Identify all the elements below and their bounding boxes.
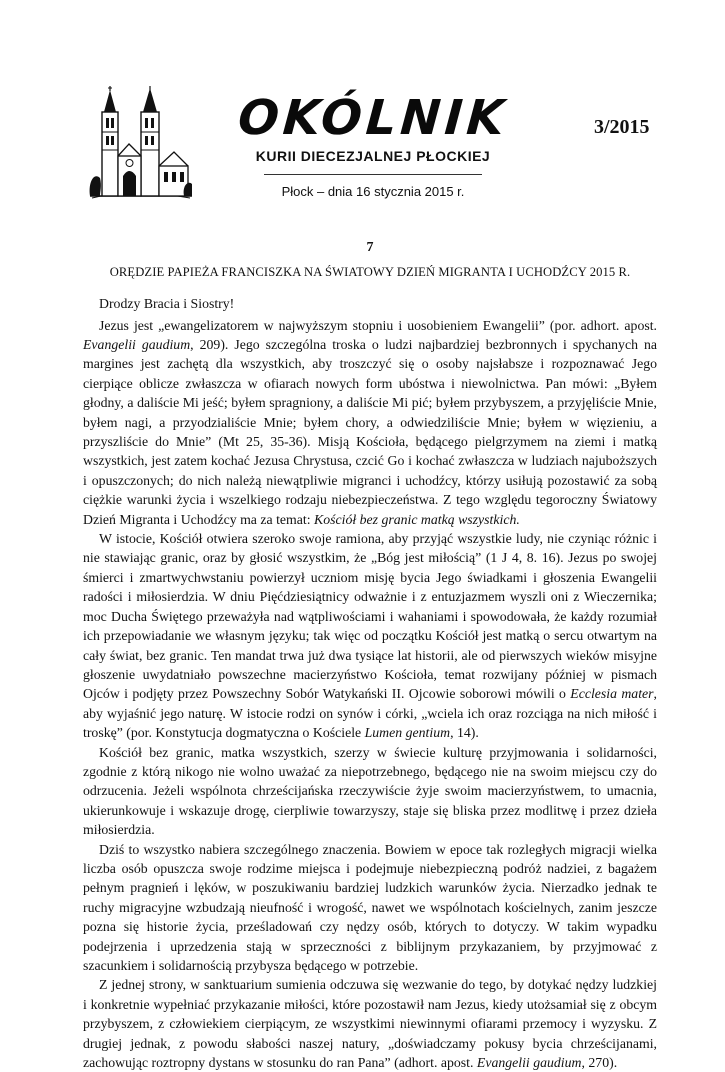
publication-date: Płock – dnia 16 stycznia 2015 r. — [281, 184, 465, 199]
paragraph-text: Dziś to wszystko nabiera szczególnego znaczenia. Bowiem w epoce tak rozległych migracji wielka liczba osób opuszcza swoje rodzime miejsca i podejmuje niebezpieczną podróż nadziei, z bagażem pełnym pragnień i lęków, w poszukiwaniu bardziej ludzkich warunków życia. Nierzadko jednak te ruchy migracyjne wzbudzają nieufność i wrogość, nawet we wspólnotach kościelnych, zanim jeszcze pozna się historie życia, prześladowań czy nędzy osób, których to dotyczy. W takim wypadku podejrzenia i uprzedzenia stają w sprzeczności z biblijnym przykazaniem, by przyjmować z szacunkiem i solidarnością przybysza będącego w potrzebie. — [83, 841, 657, 973]
article — [83, 240, 657, 1072]
paragraph — [83, 840, 657, 976]
paragraph-text: Kościół bez granic, matka wszystkich, szerzy w świecie kulturę przyjmowania i solidarności, zgodnie z którą nikogo nie wolno uważać za niepotrzebnego, będącego nie na swoim miejscu czy do odrzucenia. Jeżeli wspólnota chrześcijańska rzeczywiście żyje swoim macierzyństwem, to umacnia, ukierunkowuje i wskazuje drogę, cierpliwie towarzyszy, staje się bliska przez modlitwę i przez dzieła miłosierdzia. — [83, 744, 657, 838]
masthead — [238, 92, 508, 199]
document-number: 7 — [366, 240, 374, 255]
article-body — [83, 316, 657, 1072]
greeting: Drodzy Bracia i Siostry! — [99, 296, 235, 311]
paragraph-text: Jezus jest „ewangelizatorem w najwyższym stopniu i uosobieniem Ewangelii” (por. adhort. apost. — [99, 317, 657, 333]
italic-text: Evangelii gaudium — [83, 337, 191, 352]
italic-text: Evangelii gaudium — [476, 1055, 582, 1071]
italic-text: Lumen gentium — [364, 725, 451, 741]
paragraph — [83, 743, 657, 840]
paragraph-text: W istocie, Kościół otwiera szeroko swoje ramiona, aby przyjąć wszystkie ludy, nie czyniąc różnic i nie stawiając granic, oraz by głosić wszystkim, że „Bóg jest miłością” (1 J 4, 8. 16). Jezus po swojej śmierci i zmartwychwstaniu powierzył uczniom misję bycia Jego świadkami i głoszenia Ewangelii radości i miłosierdzia. W dniu Pięćdziesiątnicy odważnie i z entuzjazmem wyszli oni z Wieczernika; moc Ducha Świętego przeważyła nad wątpliwościami i wahaniami i spowodowała, że każdy rozumiał ich przepowiadanie we własnym języku; tak więc od początku Kościół jest matką o sercu otwartym na cały świat, bez granic. Ten mandat trwa już dwa tysiące lat historii, ale od pierwszych wieków misyjne głoszenie uwydatniało powszechne macierzyństwo Kościoła, temat rozwijany później w pismach Ojców i podjęty przez Powszechny Sobór Watykański II. Ojcowie soborowi mówili o — [83, 531, 657, 702]
publication-subtitle: KURII DIECEZJALNEJ PŁOCKIEJ — [255, 148, 491, 164]
issue-number: 3/2015 — [594, 116, 650, 138]
paragraph — [83, 316, 657, 529]
paragraph-text: , 209). Jego szczególna troska o ludzi najbardziej bezbronnych i spychanych na margines jest zachętą dla wszystkich, aby troszczyć się o osoby najsłabsze i rozpoznawać Jego cierpiące oblicze zwłaszcza w ofiarach nowych form ubóstwa i niewolnictwa. Pan mówi: „Byłem głodny, a daliście Mi jeść; byłem spragniony, a daliście Mi pić; byłem przybyszem, a przyjęliście Mnie, byłem nagi, a przyodzialiście Mnie; byłem chory, a odwiedziliście Mnie; byłem w więzieniu, a przyszliście do Mnie” (Mt 25, 35-36). Misją Kościoła, będącego pielgrzymem na ziemi i matką wszystkich, jest zatem kochać Jezusa Chrystusa, czcić Go i kochać zwłaszcza w ludziach najuboższych i opuszczonych; do nich należą niewątpliwie migranci i uchodźcy, którzy usiłują pozostawić za sobą ciężkie warunki życia i wszelkiego rodzaju niebezpieczeństwa. Z tego względu tegoroczny Światowy Dzień Migranta i Uchodźcy ma za temat: — [83, 337, 657, 527]
paragraph — [83, 529, 657, 742]
document-title: ORĘDZIE PAPIEŻA FRANCISZKA NA ŚWIATOWY DZIEŃ MIGRANTA I UCHODŹCY 2015 R. — [109, 265, 631, 279]
italic-text: Ecclesia mater — [570, 686, 654, 702]
paragraph-text: , 270). — [581, 1055, 618, 1071]
paragraph-text: , 14). — [450, 725, 479, 741]
paragraph-text: , aby wyjaśnić jego naturę. W istocie rodzi on synów i córki, „wciela ich oraz rozciąga na nich miłość i troskę” (por. Konstytucja dogmatyczna o Kościele — [83, 686, 657, 741]
paragraph-text: Z jednej strony, w sanktuarium sumienia odczuwa się wezwanie do tego, by dotykać nędzy ludzkiej i konkretnie wypełniać przykazanie miłości, które pozostawił nam Jezus, kiedy utożsamiał się z obcym przybyszem, z człowiekiem cierpiącym, ze wszystkimi niewinnymi ofiarami przemocy i wyzysku. Z drugiej jednak, z powodu słabości naszej natury, „doświadczamy pokusy bycia chrześcijanami, zachowując roztropny dystans w stosunku do ran Pana” (adhort. apost. — [83, 977, 657, 1071]
italic-text: Kościół bez granic matką wszystkich. — [314, 511, 520, 527]
masthead-divider — [264, 174, 482, 175]
cathedral-logo-icon — [88, 86, 194, 200]
page-header — [0, 0, 725, 230]
publication-title: OKÓLNIK — [236, 90, 510, 146]
